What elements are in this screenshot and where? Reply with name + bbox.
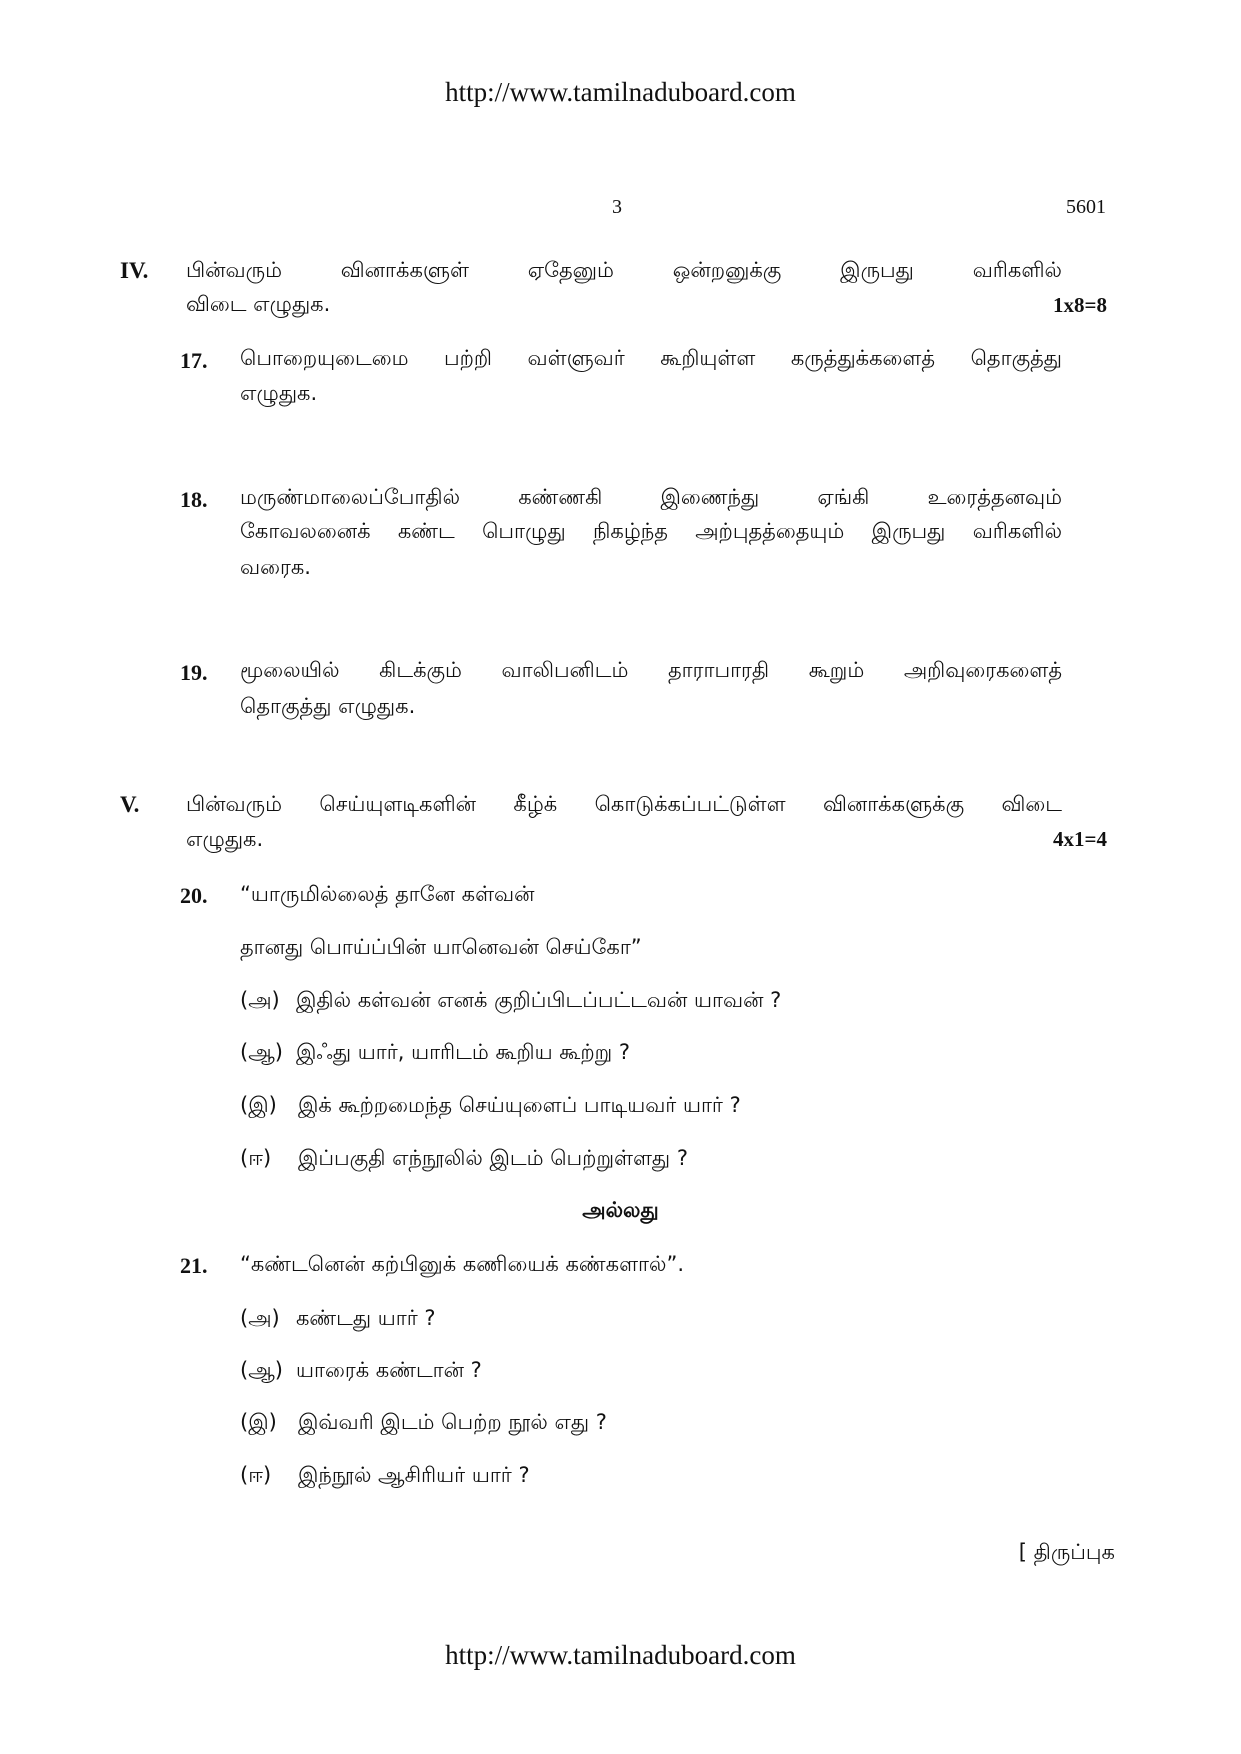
sub-question-marker: (ஈ)	[240, 1463, 272, 1487]
turn-over-note: [ திருப்புக	[1018, 1540, 1115, 1564]
sub-question-marker: (அ)	[240, 988, 280, 1012]
question-text: மூலையில் கிடக்கும் வாலிபனிடம் தாராபாரதி கூறும் அறிவுரைகளைத்	[240, 658, 1062, 682]
sub-question-text: இப்பகுதி எந்நூலில் இடம் பெற்றுள்ளது ?	[298, 1146, 688, 1170]
sub-question-text: இக் கூற்றமைந்த செய்யுளைப் பாடியவர் யார் ?	[298, 1093, 741, 1117]
question-number: 19.	[180, 660, 208, 685]
sub-question-marker: (இ)	[240, 1410, 277, 1434]
question-text: கோவலனைக் கண்ட பொழுது நிகழ்ந்த அற்புதத்தையும் இருபது வரிகளில்	[240, 519, 1062, 543]
section-v-label: V.	[120, 792, 140, 817]
section-v-instruction: பின்வரும் செய்யுளடிகளின் கீழ்க் கொடுக்கப்பட்டுள்ள வினாக்களுக்கு விடை	[186, 792, 1062, 816]
question-text: தொகுத்து எழுதுக.	[240, 694, 416, 718]
paper-code: 5601	[1066, 196, 1106, 218]
header-url: http://www.tamilnaduboard.com	[445, 77, 796, 107]
sub-question-text: யாரைக் கண்டான் ?	[296, 1358, 482, 1382]
page-number: 3	[612, 196, 622, 218]
sub-question-text: கண்டது யார் ?	[296, 1306, 436, 1330]
sub-question-text: இவ்வரி இடம் பெற்ற நூல் எது ?	[298, 1410, 607, 1434]
sub-question-text: இஃது யார், யாரிடம் கூறிய கூற்று ?	[296, 1040, 631, 1064]
section-iv-marks: 1x8=8	[1053, 293, 1107, 317]
question-number: 21.	[180, 1253, 208, 1278]
question-number: 20.	[180, 883, 208, 908]
footer-url: http://www.tamilnaduboard.com	[445, 1640, 796, 1670]
sub-question-marker: (அ)	[240, 1306, 280, 1330]
section-v-instruction-cont: எழுதுக.	[186, 827, 264, 851]
question-text: எழுதுக.	[240, 381, 318, 405]
question-text: பொறையுடைமை பற்றி வள்ளுவர் கூறியுள்ள கருத்துக்களைத் தொகுத்து	[240, 346, 1062, 370]
sub-question-marker: (ஆ)	[240, 1358, 283, 1382]
poem-quote-line: “கண்டனென் கற்பினுக் கணியைக் கண்களால்”.	[240, 1252, 684, 1276]
sub-question-marker: (இ)	[240, 1093, 277, 1117]
question-number: 17.	[180, 348, 208, 373]
question-text: மருண்மாலைப்போதில் கண்ணகி இணைந்து ஏங்கி உரைத்தனவும்	[240, 485, 1062, 509]
section-iv-instruction: பின்வரும் வினாக்களுள் ஏதேனும் ஒன்றனுக்கு இருபது வரிகளில்	[186, 258, 1062, 282]
sub-question-marker: (ஈ)	[240, 1146, 272, 1170]
sub-question-text: இந்நூல் ஆசிரியர் யார் ?	[298, 1463, 530, 1487]
section-iv-instruction-cont: விடை எழுதுக.	[186, 292, 331, 316]
section-iv-label: IV.	[120, 258, 149, 283]
or-separator: அல்லது	[582, 1198, 659, 1222]
section-v-marks: 4x1=4	[1053, 827, 1107, 851]
question-number: 18.	[180, 487, 208, 512]
poem-quote-line: “யாருமில்லைத் தானே கள்வன்	[240, 882, 535, 906]
sub-question-marker: (ஆ)	[240, 1040, 283, 1064]
poem-quote-line: தானது பொய்ப்பின் யானெவன் செய்கோ”	[240, 935, 642, 959]
sub-question-text: இதில் கள்வன் எனக் குறிப்பிடப்பட்டவன் யாவன் ?	[296, 988, 782, 1012]
question-text: வரைக.	[240, 555, 311, 579]
